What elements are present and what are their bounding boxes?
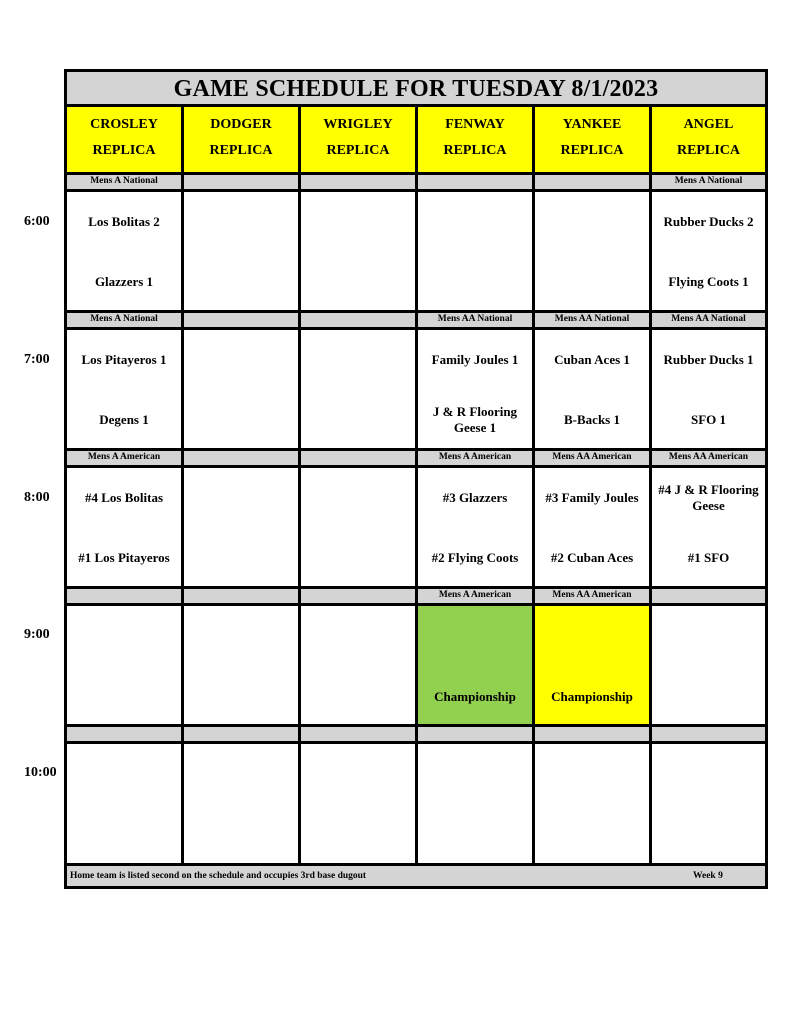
- championship-cell-fenway: [418, 606, 535, 727]
- division-label: Mens A American: [418, 589, 535, 606]
- home-team: J & R Flooring Geese 1: [432, 404, 518, 435]
- game-cell: [652, 192, 765, 313]
- away-team: #4 J & R Flooring Geese: [658, 482, 759, 513]
- time-label: 6:00: [24, 214, 50, 229]
- away-team: #3 Glazzers: [442, 490, 508, 505]
- schedule-sheet: [64, 69, 768, 889]
- division-label: [301, 589, 418, 606]
- game-cell: [67, 606, 184, 727]
- field-name: ANGEL: [683, 117, 734, 132]
- field-header-angel: [652, 107, 765, 175]
- division-label: Mens A National: [652, 175, 765, 192]
- game-cell: [301, 744, 418, 866]
- field-header-fenway: [418, 107, 535, 175]
- game-cell: [67, 192, 184, 313]
- time-label: 8:00: [24, 490, 50, 505]
- time-label: 7:00: [24, 352, 50, 367]
- away-team: Rubber Ducks 2: [663, 214, 754, 229]
- away-team: Rubber Ducks 1: [663, 352, 754, 367]
- time-label: 9:00: [24, 627, 50, 642]
- away-team: #4 Los Bolitas: [84, 490, 163, 505]
- home-team: Championship: [551, 689, 633, 704]
- field-name: CROSLEY: [90, 117, 158, 132]
- away-team: Los Bolitas 2: [88, 214, 160, 229]
- division-label: [535, 175, 652, 192]
- field-sub: REPLICA: [326, 143, 390, 158]
- footer-bar: [67, 866, 765, 886]
- field-name: DODGER: [210, 117, 272, 132]
- field-header-dodger: [184, 107, 301, 175]
- home-team: #2 Cuban Aces: [550, 550, 634, 565]
- field-sub: REPLICA: [92, 143, 156, 158]
- division-label: Mens AA American: [652, 451, 765, 468]
- home-team: B-Backs 1: [564, 412, 620, 427]
- home-team: SFO 1: [690, 412, 727, 427]
- game-cell: [652, 468, 765, 589]
- division-label: [301, 727, 418, 744]
- game-cell: [535, 330, 652, 451]
- field-sub: REPLICA: [209, 143, 273, 158]
- away-team: Los Pitayeros 1: [81, 352, 167, 367]
- game-cell: [301, 192, 418, 313]
- division-label: [652, 727, 765, 744]
- game-cell: [418, 192, 535, 313]
- home-team: Championship: [434, 689, 516, 704]
- division-label: [652, 589, 765, 606]
- home-team: Flying Coots 1: [668, 274, 749, 289]
- game-cell: [301, 468, 418, 589]
- away-team: #3 Family Joules: [545, 490, 639, 505]
- home-team: #1 Los Pitayeros: [78, 550, 170, 565]
- home-team: Glazzers 1: [94, 274, 154, 289]
- division-label: [184, 175, 301, 192]
- game-cell: [184, 330, 301, 451]
- home-team: #1 SFO: [687, 550, 730, 565]
- division-label: Mens AA National: [652, 313, 765, 330]
- game-cell: [184, 468, 301, 589]
- field-name: YANKEE: [562, 117, 622, 132]
- week-label: Week 9: [693, 871, 723, 881]
- home-team: #2 Flying Coots: [431, 550, 519, 565]
- division-label: [418, 175, 535, 192]
- game-cell: [652, 330, 765, 451]
- game-cell: [652, 606, 765, 727]
- game-cell: [67, 330, 184, 451]
- home-team: Degens 1: [99, 412, 149, 427]
- game-cell: [184, 606, 301, 727]
- away-team: Cuban Aces 1: [554, 352, 630, 367]
- field-name: WRIGLEY: [323, 117, 393, 132]
- field-name: FENWAY: [445, 117, 505, 132]
- game-cell: [67, 744, 184, 866]
- field-sub: REPLICA: [560, 143, 624, 158]
- division-label: [67, 727, 184, 744]
- game-cell: [418, 468, 535, 589]
- division-label: [184, 727, 301, 744]
- page-title: GAME SCHEDULE FOR TUESDAY 8/1/2023: [67, 72, 765, 107]
- field-sub: REPLICA: [676, 143, 740, 158]
- division-label: Mens A American: [418, 451, 535, 468]
- division-label: Mens AA American: [535, 451, 652, 468]
- division-label: [535, 727, 652, 744]
- division-label: Mens AA National: [418, 313, 535, 330]
- game-cell: [184, 192, 301, 313]
- division-label: Mens AA American: [535, 589, 652, 606]
- away-team: Family Joules 1: [431, 352, 519, 367]
- game-cell: [535, 192, 652, 313]
- game-cell: [301, 606, 418, 727]
- game-cell: [184, 744, 301, 866]
- division-label: [301, 313, 418, 330]
- division-label: [184, 589, 301, 606]
- footer-note: Home team is listed second on the schedule and occupies 3rd base dugout: [70, 871, 367, 881]
- field-header-yankee: [535, 107, 652, 175]
- time-label: 10:00: [24, 765, 57, 780]
- division-label: [418, 727, 535, 744]
- division-label: [184, 313, 301, 330]
- division-label: [301, 451, 418, 468]
- field-header-crosley: [67, 107, 184, 175]
- game-cell: [652, 744, 765, 866]
- field-header-wrigley: [301, 107, 418, 175]
- division-label: Mens AA National: [535, 313, 652, 330]
- game-cell: [67, 468, 184, 589]
- game-cell: [418, 744, 535, 866]
- field-sub: REPLICA: [443, 143, 507, 158]
- division-label: Mens A National: [67, 313, 184, 330]
- division-label: [184, 451, 301, 468]
- division-label: Mens A National: [67, 175, 184, 192]
- division-label: Mens A American: [67, 451, 184, 468]
- game-cell: [535, 744, 652, 866]
- division-label: [67, 589, 184, 606]
- division-label: [301, 175, 418, 192]
- championship-cell-yankee: [535, 606, 652, 727]
- game-cell: [535, 468, 652, 589]
- game-cell: [418, 330, 535, 451]
- game-cell: [301, 330, 418, 451]
